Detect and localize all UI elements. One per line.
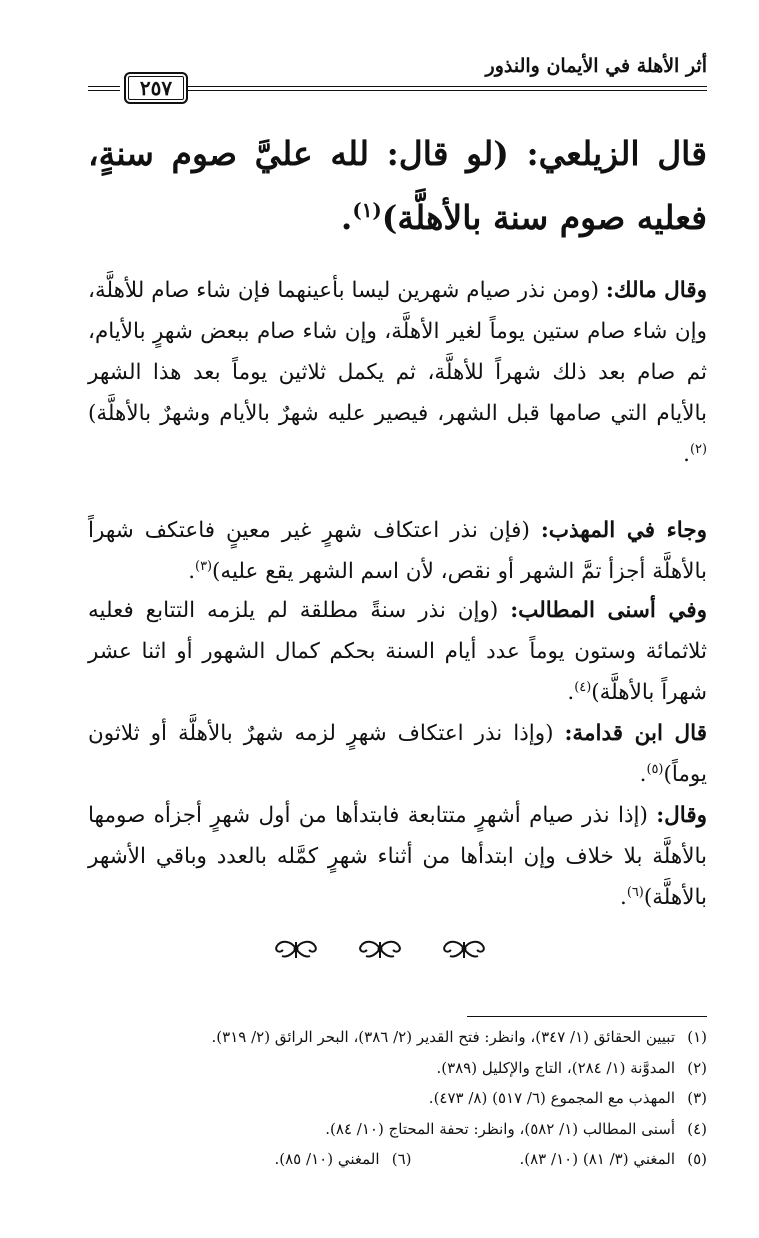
- footnote: [88, 1053, 707, 1084]
- paragraph-text: (إذا نذر صيام أشهرٍ متتابعة فابتدأها من أول شهرٍ أجزأه صومها بالأهلَّة بلا خلاف وإن ابتدأها من أثناء شهرٍ كمَّله بالعدد وباقي الأشهر بالأهلَّة): [88, 803, 707, 910]
- header-rule-short: [88, 86, 120, 91]
- paragraph-text: (وإذا نذر اعتكاف شهرٍ لزمه شهرٌ بالأهلَّة أو ثلاثون يوماً): [88, 721, 707, 787]
- footnote: [88, 1083, 707, 1114]
- section-ornament: [0, 936, 759, 962]
- paragraph-text: (ومن نذر صيام شهرين ليسا بأعينهما فإن شاء صام للأهلَّة، وإن شاء صام ستين يوماً لغير الأهلَّة، وإن شاء صام ببعض شهرٍ بالأيام، ثم صام بعد ذلك شهراً للأهلَّة، ثم يكمل ثلاثين يوماً بعد هذا الشهر بالأيام التي صامها قبل الشهر، فيصير عليه شهرٌ بالأيام وشهرٌ بالأهلَّة): [88, 278, 707, 426]
- footnote-text: أسنى المطالب (١/ ٥٨٢)، وانظر: تحفة المحتاج (١٠/ ٨٤).: [325, 1119, 675, 1138]
- footnote-inline: [275, 1144, 412, 1175]
- main-quote-text: قال الزيلعي: (لو قال: لله عليَّ صوم سنةٍ، فعليه صوم سنة بالأهلَّة): [88, 134, 707, 237]
- footnote-number: (٤): [687, 1119, 707, 1138]
- floral-ornament-icon: [271, 936, 321, 962]
- footnote-number: (٣): [687, 1089, 707, 1107]
- paragraph-text: (فإن نذر اعتكاف شهرٍ غير معينٍ فاعتكف شهراً بالأهلَّة أجزأ تمَّ الشهر أو نقص، لأن اسم الشهر يقع عليه): [88, 518, 707, 584]
- footnote-ref: (٦): [626, 884, 644, 900]
- footnote-number: (٥): [687, 1150, 707, 1168]
- paragraph: وقال: (إذا نذر صيام أشهرٍ متتابعة فابتدأها من أول شهرٍ أجزأه صومها بالأهلَّة بلا خلاف وإن ابتدأها من أثناء شهرٍ كمَّله بالعدد وباقي الأشهر بالأهلَّة)$^{(٦)}$.: [88, 803, 707, 910]
- header-rule: [186, 86, 707, 91]
- footnote-ref: (٥): [646, 761, 664, 777]
- footnote-ref: (١): [352, 198, 382, 222]
- footnote: [88, 1022, 707, 1053]
- footnote-text: المدوَّنة (١/ ٢٨٤)، التاج والإكليل (٣٨٩).: [436, 1058, 675, 1077]
- paragraph: وجاء في المهذب: (فإن نذر اعتكاف شهرٍ غير معينٍ فاعتكف شهراً بالأهلَّة أجزأ تمَّ الشهر أو نقص، لأن اسم الشهر يقع عليه)$^{(٣)}$.: [88, 518, 708, 584]
- main-quote: قال الزيلعي: (لو قال: لله عليَّ صوم سنةٍ، فعليه صوم سنة بالأهلَّة)$^{(١)}$.: [88, 134, 707, 237]
- paragraph: وقال مالك: (ومن نذر صيام شهرين ليسا بأعينهما فإن شاء صام للأهلَّة، وإن شاء صام ستين يوماً لغير الأهلَّة، وإن شاء صام ببعض شهرٍ بالأيام، ثم صام بعد ذلك شهراً للأهلَّة، ثم يكمل ثلاثين يوماً بعد هذا الشهر بالأيام التي صامها قبل الشهر، فيصير عليه شهرٌ بالأيام وشهرٌ بالأهلَّة)$^{(٢)}$.: [88, 278, 707, 467]
- footnote-number: (٢): [687, 1058, 707, 1077]
- paragraph-lead: وقال مالك:: [605, 278, 707, 303]
- paragraph: وفي أسنى المطالب: (وإن نذر سنةً مطلقة لم يلزمه التتابع فعليه ثلاثمائة وستون يوماً عدد أيام السنة بحكم كمال الشهور أو اثنا عشر شهراً بالأهلَّة)$^{(٤)}$.: [88, 598, 707, 705]
- page-number: ٢٥٧: [124, 72, 188, 104]
- footnote: [88, 1144, 707, 1175]
- footnote: [88, 1114, 707, 1145]
- paragraph: قال ابن قدامة: (وإذا نذر اعتكاف شهرٍ لزمه شهرٌ بالأهلَّة أو ثلاثون يوماً)$^{(٥)}$.: [88, 721, 708, 787]
- footnotes: [88, 1022, 707, 1175]
- footnote-number: (١): [687, 1028, 707, 1046]
- footnote-text: تبيين الحقائق (١/ ٣٤٧)، وانظر: فتح القدير (٢/ ٣٨٦)، البحر الرائق (٢/ ٣١٩).: [211, 1028, 675, 1046]
- footnote-number: (٦): [391, 1150, 412, 1168]
- footnote-ref: (٤): [574, 679, 592, 695]
- paragraph-text: (وإن نذر سنةً مطلقة لم يلزمه التتابع فعليه ثلاثمائة وستون يوماً عدد أيام السنة بحكم كمال الشهور أو اثنا عشر شهراً بالأهلَّة): [88, 598, 707, 705]
- footnote-text: المغني (١٠/ ٨٥).: [274, 1150, 380, 1168]
- running-title: أثر الأهلة في الأيمان والنذور: [485, 55, 707, 77]
- footnote-ref: (٢): [690, 441, 707, 457]
- footnote-ref: (٣): [195, 558, 213, 574]
- paragraph-lead: وقال:: [656, 803, 707, 828]
- footnote-separator: [467, 1016, 707, 1017]
- floral-ornament-icon: [355, 936, 405, 962]
- floral-ornament-icon: [439, 936, 489, 962]
- paragraph-lead: وجاء في المهذب:: [540, 518, 708, 543]
- paragraph-lead: قال ابن قدامة:: [564, 721, 708, 746]
- paragraph-lead: وفي أسنى المطالب:: [510, 598, 707, 623]
- footnote-text: المغني (٣/ ٨١) (١٠/ ٨٣).: [519, 1150, 675, 1168]
- footnote-text: المهذب مع المجموع (٦/ ٥١٧) (٨/ ٤٧٣).: [428, 1089, 675, 1107]
